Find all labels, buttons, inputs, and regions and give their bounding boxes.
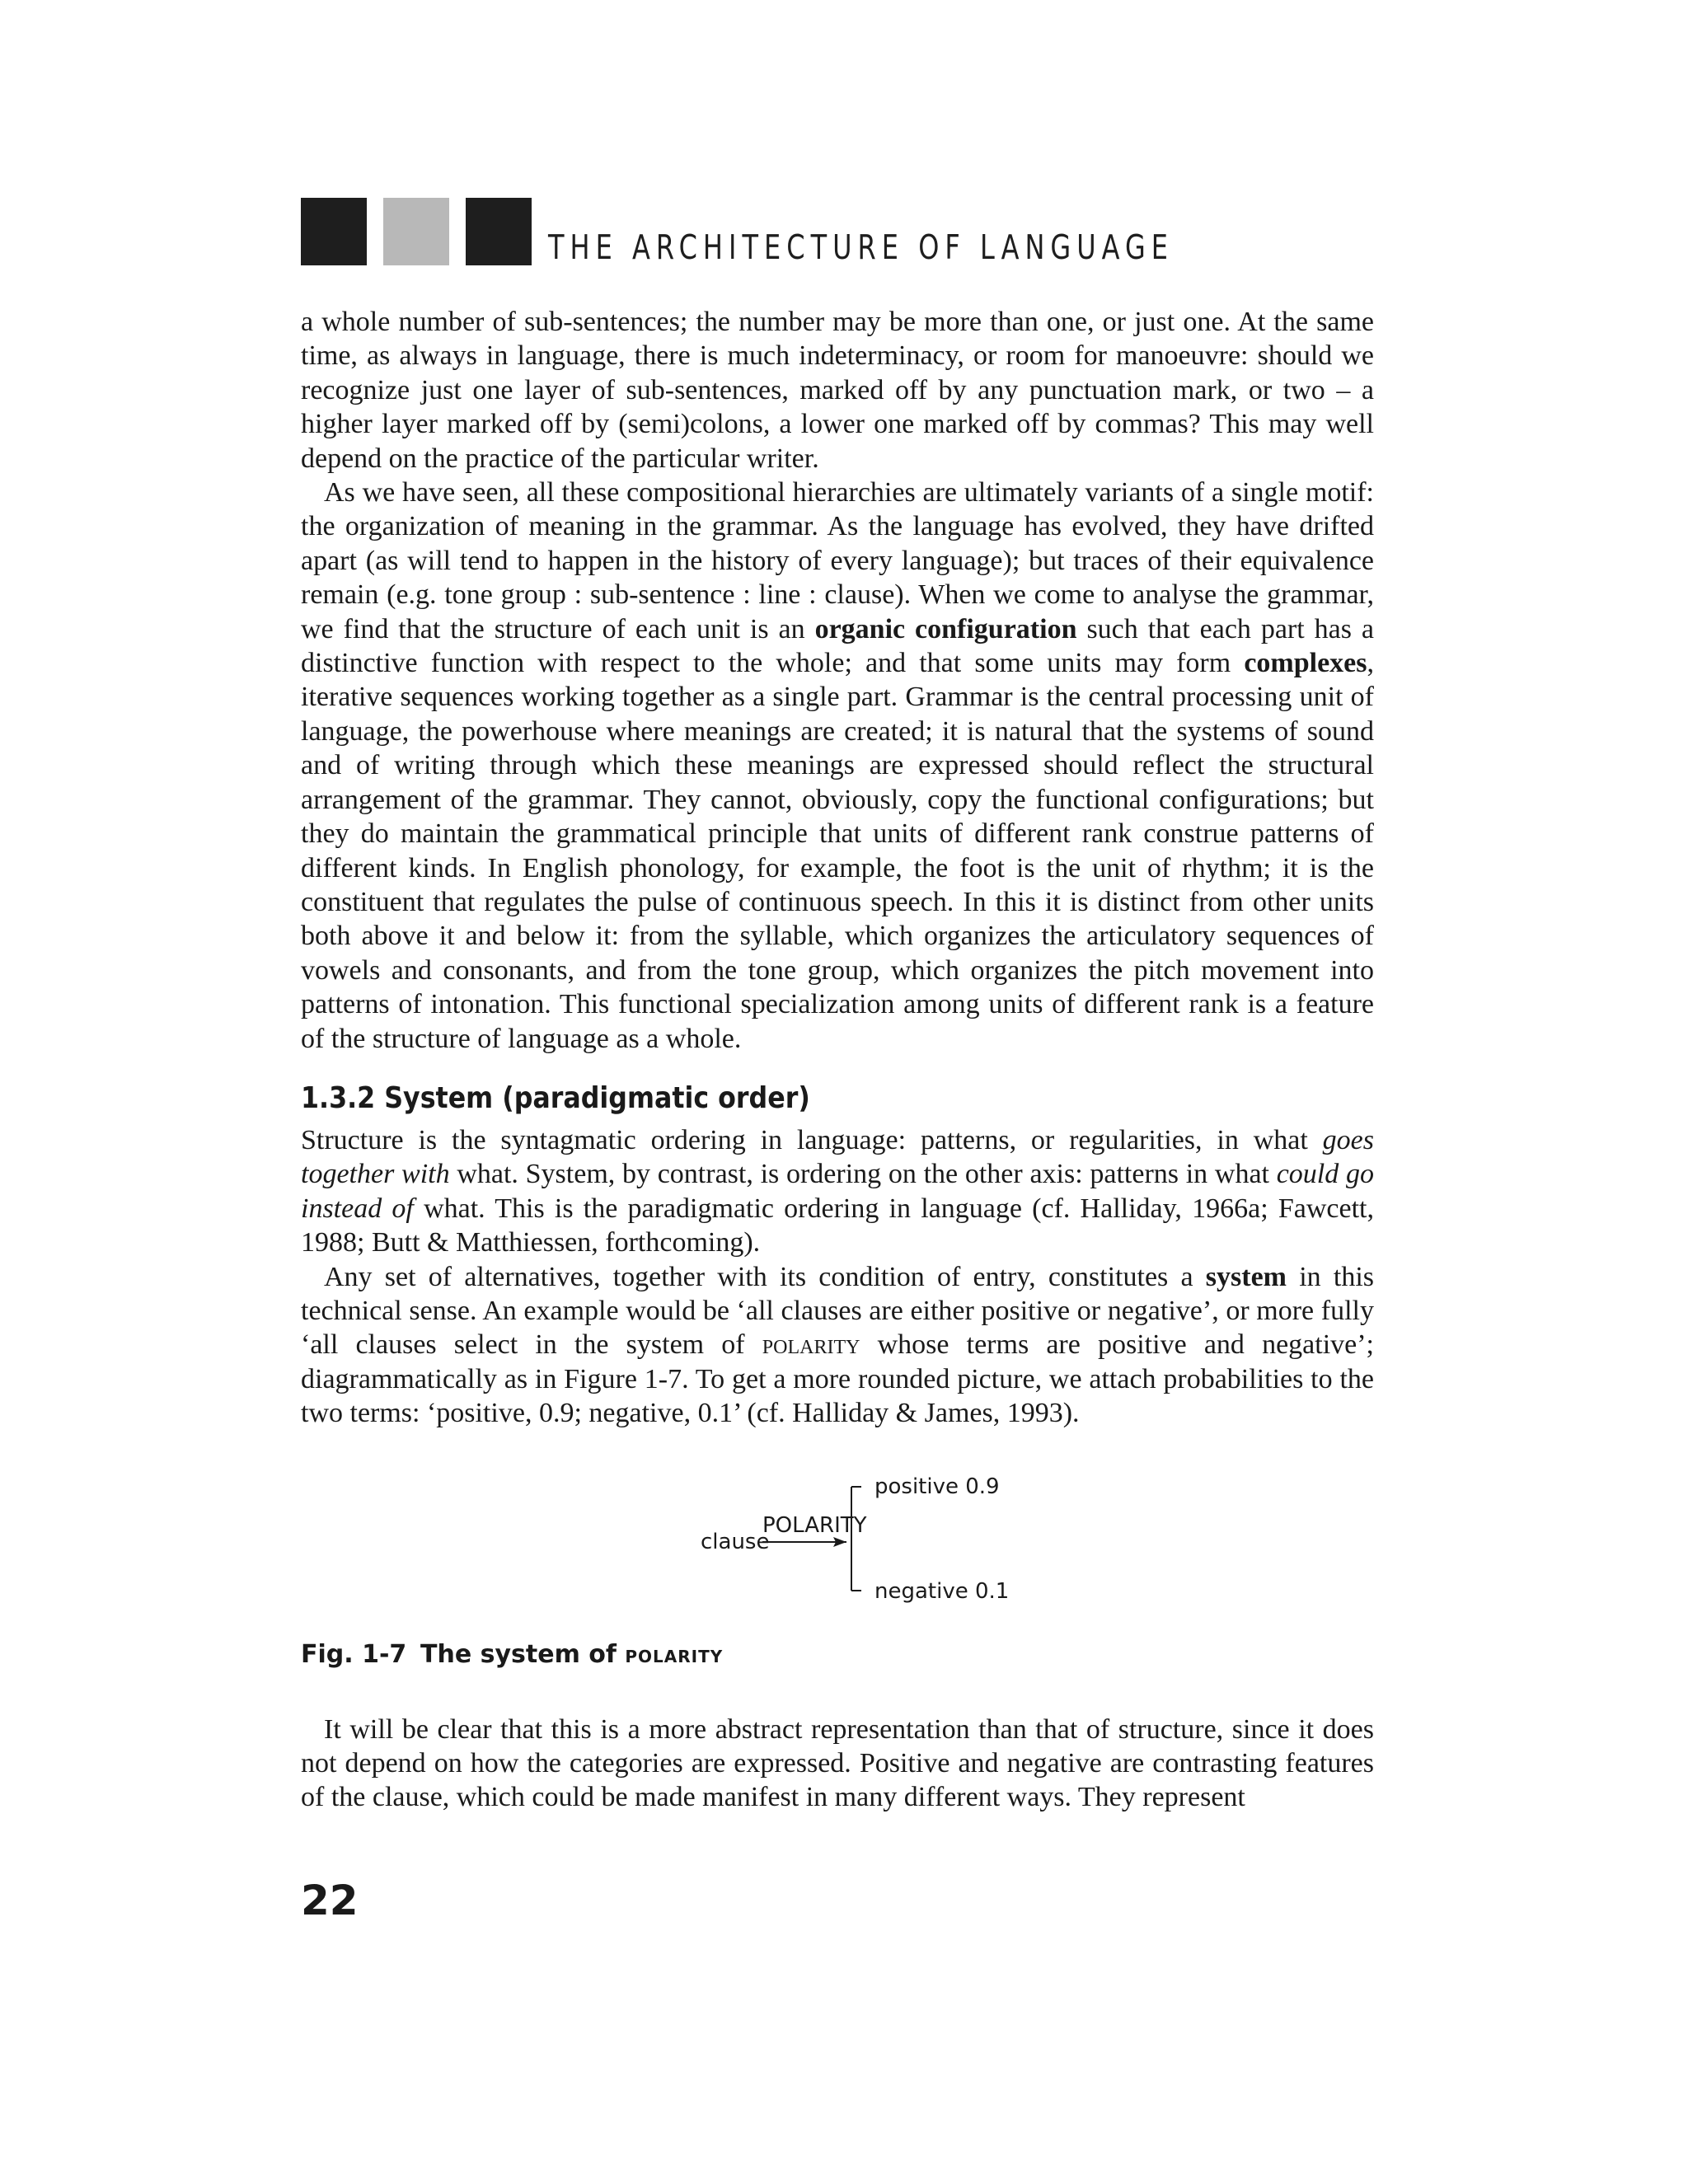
running-header (301, 198, 1372, 268)
header-block-grey (383, 198, 449, 265)
paragraph-1: a whole number of sub-sentences; the number may be more than one, or just one. At the same time, as always in language, there is much indeterminacy, or room for manoeuvre: should we recognize just one layer of sub-sentences, marked off by any punctuation mark, or two – a higher layer marked off by (semi)colons, a lower one marked off by commas? This may well depend on the practice of the particular writer. (301, 307, 1374, 474)
section-heading: 1.3.2 System (paradigmatic order) (301, 1080, 810, 1115)
figure-caption: Fig. 1-7 The system of polarity (301, 1639, 724, 1669)
paragraph-4: Any set of alternatives, together with its condition of entry, constitutes a system in this technical sense. An example would be ‘all clauses are either positive or negative’, or more fully ‘all clauses select in the system of polarity whose terms are positive and negative’; diagrammatically as in Figure 1-7. To get a more rounded picture, we attach probabilities to the two terms: ‘positive, 0.9; negative, 0.1’ (cf. Halliday & James, 1993). (301, 1261, 1374, 1429)
entry-condition-label: clause (701, 1529, 770, 1554)
header-block-dark-2 (466, 198, 532, 265)
system-network-svg (301, 1460, 1374, 1617)
term-complexes: complexes (1244, 648, 1367, 679)
paragraph-2: As we have seen, all these compositional hierarchies are ultimately variants of a single motif: the organization of meaning in the grammar. As the language has evolved, they have drifted apart (as will tend to happen in the history of every language); but traces of their equivalence remain (e.g. tone group : sub-sentence : line : clause). When we come to analyse the grammar, we find that the structure of each unit is an organic configuration such that each part has a distinctive function with respect to the whole; and that some units may form complexes, iterative sequences working together as a single part. Grammar is the central processing unit of language, the powerhouse where meanings are created; it is natural that the systems of sound and of writing through which these meanings are expressed should reflect the structural arrangement of the grammar. They cannot, obviously, copy the functional configurations; but they do maintain the grammatical principle that units of different rank construe patterns of different kinds. In English phonology, for example, the foot is the unit of rhythm; it is the constituent that regulates the pulse of continuous speech. In this it is distinct from other units both above it and below it: from the syllable, which organizes the articulatory sequences of vowels and consonants, and from the tone group, which organizes the pitch movement into patterns of intonation. This functional specialization among units of different rank is a feature of the structure of language as a whole. (301, 477, 1375, 1054)
system-name-label: POLARITY (762, 1512, 867, 1538)
running-head-title: THE ARCHITECTURE OF LANGUAGE (548, 227, 1175, 267)
page-number: 22 (301, 1877, 359, 1924)
polarity-system-diagram (301, 1460, 1374, 1617)
term-negative-label: negative 0.1 (874, 1578, 1010, 1604)
page-body (301, 305, 1374, 1815)
paragraph-5: It will be clear that this is a more abstract representation than that of structure, since it does not depend on how the categories are expressed. Positive and negative are contrasting features of the clause, which could be made manifest in many different ways. They represent (301, 1713, 1374, 1813)
header-block-dark-1 (301, 198, 367, 265)
term-system: system (1205, 1261, 1287, 1292)
term-positive-label: positive 0.9 (874, 1474, 1000, 1499)
figure-number: Fig. 1-7 (301, 1639, 407, 1669)
term-organic-configuration: organic configuration (814, 613, 1077, 644)
paragraph-3: Structure is the syntagmatic ordering in language: patterns, or regularities, in what goes together with what. System, by contrast, is ordering on the other axis: patterns in what could go instead of what. This is the paradigmatic ordering in language (cf. Halliday, 1966a; Fawcett, 1988; Butt & Matthiessen, forthcoming). (301, 1124, 1374, 1258)
